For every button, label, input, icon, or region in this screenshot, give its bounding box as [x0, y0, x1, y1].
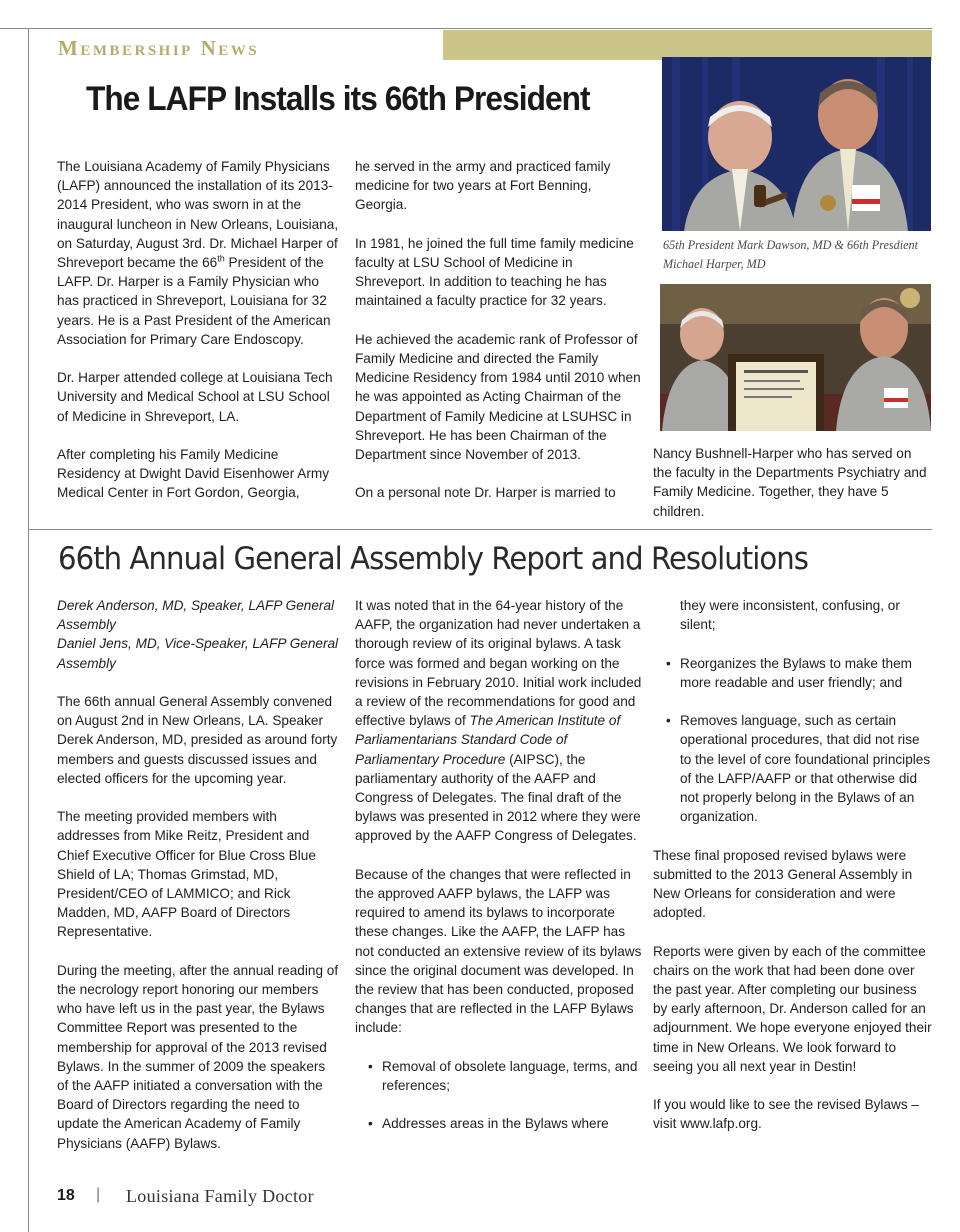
photo-caption: 65th President Mark Dawson, MD & 66th Presdient Michael Harper, MD	[663, 238, 919, 271]
footer-separator: |	[96, 1186, 101, 1203]
left-rule	[28, 28, 29, 1232]
article1-paragraph: Nancy Bushnell-Harper who has served on the faculty in the Departments Psychiatry and Family Medicine. Together, they have 5 children.	[653, 446, 927, 519]
bullet-icon: •	[666, 655, 671, 671]
article2-paragraph: The meeting provided members with addresses from Mike Reitz, President and Chief Executive Officer for Blue Cross Blue Shield of LA; Thomas Grimstad, MD, President/CEO of LAMMICO; and Rick Madden, MD, AAFP Board of Directors Representative.	[57, 809, 316, 940]
page-number: 18	[57, 1187, 75, 1204]
article1-column-3	[653, 444, 933, 521]
bullet-icon: •	[368, 1116, 373, 1132]
top-rule	[0, 28, 932, 29]
list-item: • Removes language, such as certain operational procedures, that did not rise to the level of core foundational principles of the LAFP/AAFP or that otherwise did not properly belong in the Bylaws of an organization.	[666, 713, 931, 825]
article2-column-3	[653, 596, 933, 1134]
article1-paragraph: Dr. Harper attended college at Louisiana Tech University and Medical School at LSU School of Medicine in Shreveport, LA.	[57, 370, 333, 424]
article1-paragraph: On a personal note Dr. Harper is married to	[355, 485, 616, 501]
section-divider	[28, 529, 932, 530]
article1-paragraph: He achieved the academic rank of Professor of Family Medicine and directed the Family Medicine Residency from 1984 until 2010 when he was appointed as Acting Chairman of the Department of Family Medicine at LSUHSC in Shreveport. He has been Chairman of the Department since November of 2013.	[355, 331, 641, 463]
bylaws-change-list-continued	[653, 654, 933, 827]
author-line: Daniel Jens, MD, Vice-Speaker, LAFP General Assembly	[57, 636, 339, 671]
article2-headline: 66th Annual General Assembly Report and Resolutions	[58, 541, 809, 577]
photo-certificate-presentation	[660, 284, 931, 431]
list-item-continuation: they were inconsistent, confusing, or silent;	[680, 598, 900, 633]
article2-paragraph: The 66th annual General Assembly convened on August 2nd in New Orleans, LA. Speaker Derek Anderson, MD, presided as around forty members and guests discussed issues and elected officers for the upcoming year.	[57, 694, 338, 786]
bullet-icon: •	[368, 1058, 373, 1074]
header-accent-bar	[443, 30, 932, 60]
article2-paragraph: These final proposed revised bylaws were submitted to the 2013 General Assembly in New Orleans for consideration and were adopted.	[653, 847, 913, 921]
photo-gavel-illustration	[662, 57, 931, 231]
article2-paragraph: During the meeting, after the annual reading of the necrology report honoring our members who have left us in the past year, the Bylaws Committee Report was presented to the membership for approval of the 2013 revised Bylaws. In the summer of 2009 the speakers of the AAFP initiated a conversation with the Board of Directors regarding the need to update the American Academy of Family Physicians (AAFP) Bylaws.	[57, 962, 339, 1151]
list-item: • Reorganizes the Bylaws to make them more readable and user friendly; and	[666, 655, 912, 690]
photo-gavel-presentation	[662, 57, 931, 231]
article-headline: The LAFP Installs its 66th President	[86, 80, 590, 118]
publication-title: Louisiana Family Doctor	[126, 1186, 314, 1206]
article2-paragraph: It was noted that in the 64-year history of the AAFP, the organization had never undertaken a thorough review of its original bylaws. A task force was formed and began working on the revisions in February 2010. Initial work included a review of the recommendations for good and effective bylaws of The American Institute of Parliamentarians Standard Code of Parliamentary Procedure (AIPSC), the parliamentary authority of the AAFP and Congress of Delegates. The final draft of the bylaws was presented in 2012 where they were approved by the AAFP Congress of Delegates.	[355, 598, 642, 844]
article2-column-1	[57, 596, 339, 1153]
article1-paragraph: The Louisiana Academy of Family Physicians (LAFP) announced the installation of its 2013-2014 President, who was sworn in at the inaugural luncheon in New Orleans, Louisiana, on Saturday, August 3rd. Dr. Michael Harper of Shreveport became the 66th President of the LAFP. Dr. Harper is a Family Physician who has practiced in Shreveport, Louisiana for 32 years. He is a Past President of the American Association for Primary Care Endoscopy.	[57, 159, 339, 347]
article1-paragraph: he served in the army and practiced family medicine for two years at Fort Benning, Georgia.	[355, 159, 611, 213]
article2-column-2	[355, 596, 645, 1153]
article1-column-2	[355, 157, 645, 503]
bullet-icon: •	[666, 713, 671, 729]
article2-paragraph: Reports were given by each of the committee chairs on the work that had been done over the past year. After completing our business by early afternoon, Dr. Anderson called for an adjournment. We hope everyone enjoyed their time in New Orleans. We look forward to seeing you all next year in Destin!	[653, 943, 932, 1074]
list-item: • Addresses areas in the Bylaws where	[355, 1114, 645, 1133]
article1-paragraph: In 1981, he joined the full time family medicine faculty at LSU School of Medicine in Shreveport. In addition to teaching he has maintained a faculty practice for 32 years.	[355, 235, 634, 309]
author-line: Derek Anderson, MD, Speaker, LAFP General Assembly	[57, 598, 335, 633]
article2-paragraph: If you would like to see the revised Bylaws – visit www.lafp.org.	[653, 1097, 919, 1132]
bylaws-change-list	[355, 1057, 645, 1134]
photo-certificate-illustration	[660, 284, 931, 431]
section-label: Membership News	[58, 36, 260, 60]
article2-paragraph: Because of the changes that were reflected in the approved AAFP bylaws, the LAFP was required to amend its bylaws to incorporate these changes. Like the AAFP, the LAFP has not conducted an extensive review of its bylaws since the original document was developed. In the review that has been conducted, proposed changes that are reflected in the LAFP Bylaws include:	[355, 866, 642, 1036]
article1-paragraph: After completing his Family Medicine Residency at Dwight David Eisenhower Army Medical Center in Fort Gordon, Georgia,	[57, 447, 329, 501]
article2-authors	[57, 596, 339, 673]
article1-column-1	[57, 157, 339, 503]
list-item: • Removal of obsolete language, terms, and references;	[368, 1058, 638, 1094]
